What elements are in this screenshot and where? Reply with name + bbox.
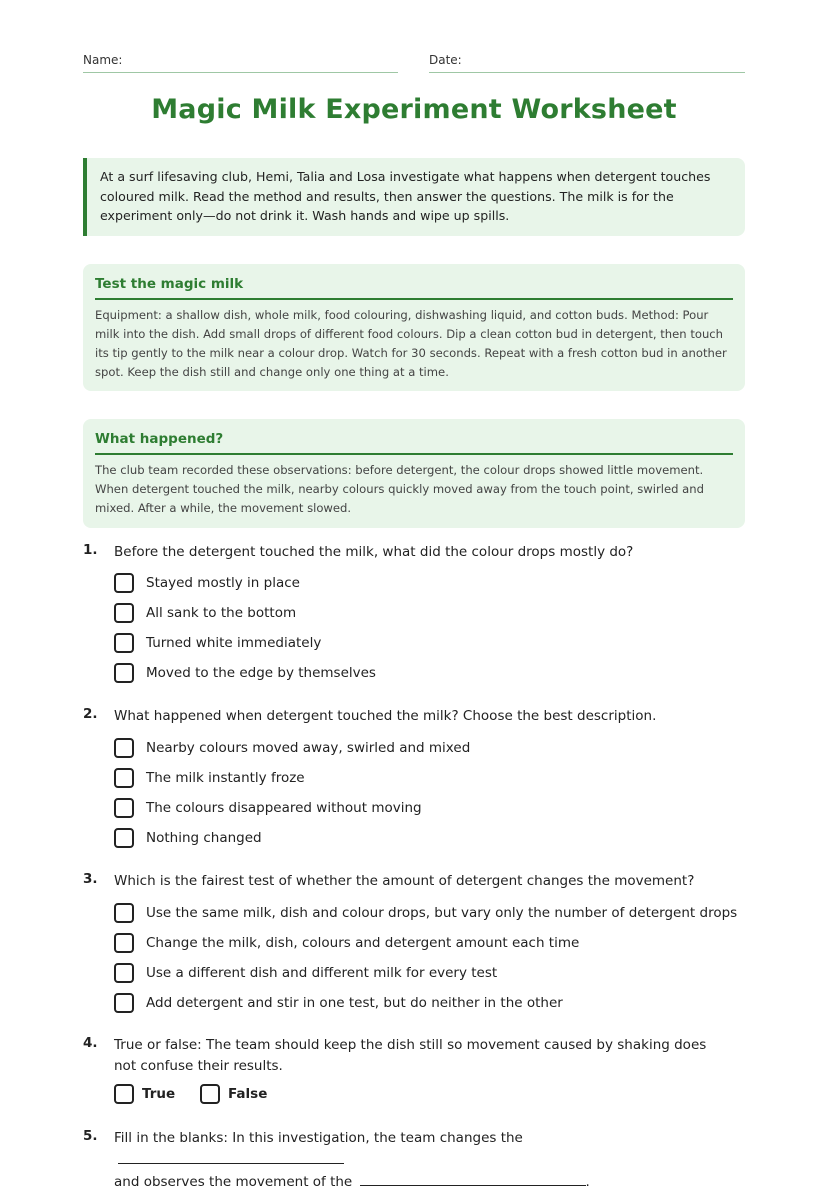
section-results	[83, 419, 745, 528]
checkbox[interactable]	[114, 828, 134, 848]
blank-line[interactable]	[118, 1149, 344, 1164]
header-fields	[83, 52, 745, 76]
checkbox[interactable]	[114, 663, 134, 683]
checkbox[interactable]	[114, 798, 134, 818]
option[interactable]	[114, 633, 734, 663]
checkbox[interactable]	[114, 633, 134, 653]
option[interactable]	[114, 573, 734, 603]
question-number: 4.	[83, 1035, 98, 1051]
checkbox[interactable]	[200, 1084, 220, 1104]
option-label: False	[228, 1086, 268, 1102]
option-label: Moved to the edge by themselves	[146, 665, 376, 681]
checkbox[interactable]	[114, 738, 134, 758]
option[interactable]	[114, 828, 734, 858]
options-list	[114, 573, 734, 693]
options-list	[114, 738, 734, 858]
blank-line[interactable]	[360, 1171, 586, 1186]
name-label: Name:	[83, 53, 123, 67]
date-label: Date:	[429, 53, 462, 67]
section-body: The club team recorded these observations: before detergent, the colour drops showed little movement. When detergent touched the milk, nearby colours quickly moved away from the touch point, swirled and mixed. After a while, the movement slowed.	[95, 463, 704, 515]
checkbox[interactable]	[114, 768, 134, 788]
option-label: Nothing changed	[146, 830, 262, 846]
option[interactable]	[114, 963, 734, 993]
checkbox[interactable]	[114, 603, 134, 623]
question-number: 2.	[83, 706, 98, 722]
checkbox[interactable]	[114, 933, 134, 953]
question-number: 1.	[83, 542, 98, 558]
page-title: Magic Milk Experiment Worksheet	[151, 94, 677, 125]
option-label: All sank to the bottom	[146, 605, 297, 621]
section-test	[83, 264, 745, 391]
section-title: What happened?	[95, 429, 733, 455]
question-text: Which is the fairest test of whether the amount of detergent changes the movement?	[114, 873, 695, 889]
intro-callout: At a surf lifesaving club, Hemi, Talia and Losa investigate what happens when detergent touches coloured milk. Read the method and results, then answer the questions. The milk is for the experiment only—do not drink it. Wash hands and wipe up spills.	[83, 158, 745, 236]
question-number: 3.	[83, 871, 98, 887]
options-list	[114, 903, 738, 1023]
option[interactable]	[114, 663, 734, 693]
option-label: Nearby colours moved away, swirled and mixed	[146, 740, 471, 756]
question-text: True or false: The team should keep the dish still so movement caused by shaking does not confuse their results.	[114, 1037, 707, 1074]
option-label: Turned white immediately	[146, 635, 322, 651]
option[interactable]	[114, 993, 734, 1023]
option-label: The milk instantly froze	[146, 770, 305, 786]
question-text	[114, 1128, 724, 1193]
option[interactable]	[114, 903, 738, 933]
checkbox[interactable]	[114, 1084, 134, 1104]
checkbox[interactable]	[114, 573, 134, 593]
checkbox[interactable]	[114, 993, 134, 1013]
section-title: Test the magic milk	[95, 274, 733, 300]
question-text-part: Fill in the blanks: In this investigation, the team changes the	[114, 1130, 523, 1146]
checkbox[interactable]	[114, 963, 134, 983]
option[interactable]	[114, 933, 734, 963]
question-text-part: and observes the movement of the	[114, 1174, 353, 1190]
option[interactable]	[114, 798, 734, 828]
option-label: The colours disappeared without moving	[146, 800, 422, 816]
option-label: Add detergent and stir in one test, but do neither in the other	[146, 995, 563, 1011]
question-text: Before the detergent touched the milk, what did the colour drops mostly do?	[114, 544, 634, 560]
checkbox[interactable]	[114, 903, 134, 923]
option-label: Change the milk, dish, colours and detergent amount each time	[146, 935, 580, 951]
name-field[interactable]	[83, 52, 398, 73]
option-label: Use a different dish and different milk for every test	[146, 965, 498, 981]
option-label: Use the same milk, dish and colour drops, but vary only the number of detergent drops	[146, 905, 738, 921]
option-label: Stayed mostly in place	[146, 575, 300, 591]
date-field[interactable]	[429, 52, 745, 73]
question-text-end: .	[585, 1174, 590, 1190]
option[interactable]	[114, 603, 734, 633]
question-text: What happened when detergent touched the milk? Choose the best description.	[114, 708, 657, 724]
option[interactable]	[114, 768, 734, 798]
option[interactable]	[114, 738, 734, 768]
option-label: True	[142, 1086, 176, 1102]
question-number: 5.	[83, 1128, 98, 1144]
section-body: Equipment: a shallow dish, whole milk, food colouring, dishwashing liquid, and cotton buds. Method: Pour milk into the dish. Add small drops of different food colours. Dip a clean cotton bud in detergent, then touch its tip gently to the milk near a colour drop. Watch for 30 seconds. Repeat with a fresh cotton bud in another spot. Keep the dish still and change only one thing at a time.	[95, 308, 727, 379]
